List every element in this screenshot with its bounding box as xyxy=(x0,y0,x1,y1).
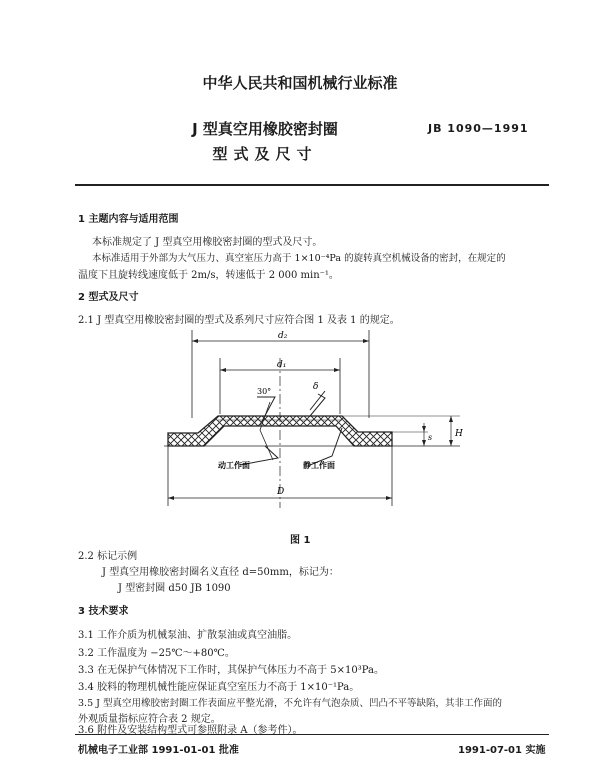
d1-label: d₁ xyxy=(277,360,287,370)
section-2-2-line-2: J 型密封圈 d50 JB 1090 xyxy=(118,583,231,594)
section-1-para-2-line-2: 温度下且旋转线速度低于 2m/s，转速低于 2 000 min⁻¹。 xyxy=(78,270,339,281)
approval-info: 机械电子工业部 1991-01-01 批准 xyxy=(78,745,239,756)
section-1-para-2-line-1: 本标准适用于外部为大气压力、真空室压力高于 1×10⁻⁴Pa 的旋转真空机械设备的密封，在规定的 xyxy=(92,253,506,264)
section-3-4: 3.4 胶料的物理机械性能应保证真空室压力不高于 1×10⁻¹Pa。 xyxy=(78,682,360,693)
section-3-5-line-2: 外观质量指标应符合表 2 规定。 xyxy=(78,714,221,725)
section-1-title: 1 主题内容与适用范围 xyxy=(78,214,179,225)
h-label: H xyxy=(455,429,463,439)
footer-rule xyxy=(75,734,549,735)
moving-face-label: 动工作面 xyxy=(218,460,250,470)
effective-date: 1991-07-01 实施 xyxy=(458,745,546,756)
angle-label: 30° xyxy=(257,387,272,396)
D-label: D xyxy=(277,487,285,497)
document-subtitle: 型式及尺寸 xyxy=(212,145,318,163)
section-2-2-title: 2.2 标记示例 xyxy=(78,551,138,562)
header-rule xyxy=(75,184,549,186)
standard-number: JB 1090—1991 xyxy=(428,122,529,135)
section-2-2-line-1: J 型真空用橡胶密封圈名义直径 d=50mm，标记为： xyxy=(102,567,339,578)
section-2-title: 2 型式及尺寸 xyxy=(78,292,139,303)
static-face-label: 静工作面 xyxy=(303,460,335,470)
issuing-body: 中华人民共和国机械行业标准 xyxy=(202,74,398,92)
document-title: J 型真空用橡胶密封圈 xyxy=(192,120,338,138)
s-label: s xyxy=(428,433,433,442)
section-3-6: 3.6 附件及安装结构型式可参照附录 A（参考件）。 xyxy=(78,725,303,736)
section-3-3: 3.3 在无保护气体情况下工作时，其保护气体压力不高于 5×10³Pa。 xyxy=(78,665,384,676)
figure-caption: 图 1 xyxy=(290,535,311,546)
section-3-2: 3.2 工作温度为 −25℃～+80℃。 xyxy=(78,648,235,659)
delta-leader-1 xyxy=(310,394,325,416)
section-3-1: 3.1 工作介质为机械泵油、扩散泵油或真空油脂。 xyxy=(78,630,298,641)
section-3-title: 3 技术要求 xyxy=(78,606,129,617)
section-2-1: 2.1 J 型真空用橡胶密封圈的型式及系列尺寸应符合图 1 及表 1 的规定。 xyxy=(78,315,400,326)
d2-label: d₂ xyxy=(278,331,288,341)
delta-label: δ xyxy=(313,382,319,392)
section-1-para-1: 本标准规定了 J 型真空用橡胶密封圈的型式及尺寸。 xyxy=(92,237,323,248)
figure-1-drawing xyxy=(160,328,560,513)
section-3-5-line-1: 3.5 J 型真空用橡胶密封圈工作表面应平整光滑，不允许有气泡杂质、凹凸不平等缺陷，其非工作面的 xyxy=(78,698,502,709)
